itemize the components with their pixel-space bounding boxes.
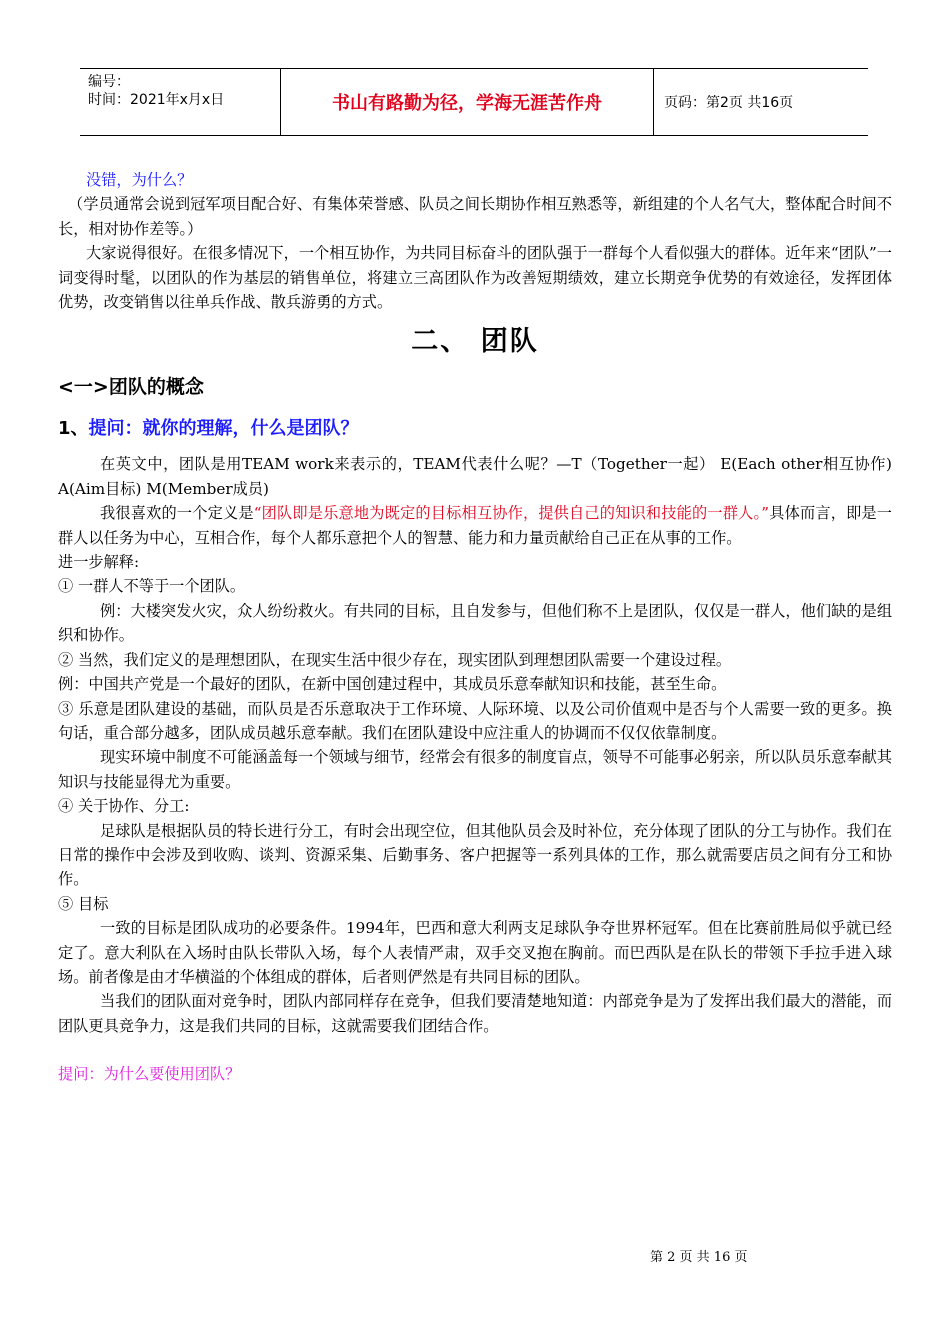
point-5: ⑤ 目标	[58, 894, 109, 913]
point-2: ② 当然，我们定义的是理想团队，在现实生活中很少存在，现实团队到理想团队需要一个建设过程。	[58, 650, 732, 669]
point-1: ① 一群人不等于一个团队。	[58, 577, 246, 596]
competition-paragraph: 当我们的团队面对竞争时，团队内部同样存在竞争，但我们要清楚地知道：内部竞争是为了发挥出我们最大的潜能，而团队更具竞争力，这是我们共同的目标，这就需要我们团结合作。	[58, 992, 892, 1035]
definition-suffix: 具体而言，即是一群人以任务为中心，互相合作，每个人都乐意把个人的智慧、能力和力量贡献给自己正在从事的工作。	[58, 504, 892, 547]
question-text: 提问：就你的理解，什么是团队？	[88, 418, 359, 440]
chapter-title: 二、 团队	[411, 326, 539, 358]
section-title: <一>团队的概念	[58, 376, 204, 399]
point-1-example: 例：大楼突发火灾，众人纷纷救火。有共同的目标，且自发参与，但他们称不上是团队，仅仅是一群人，他们缺的是组织和协作。	[58, 601, 892, 645]
page-header	[80, 68, 868, 136]
footer-page-number: 第 2 页 共 16 页	[650, 1250, 748, 1265]
intro-paragraph: 大家说得很好。在很多情况下，一个相互协作，为共同目标奋斗的团队强于一群每个人看似强大的群体。近年来“团队”一词变得时髦，以团队的作为基层的销售单位，将建立三高团队作为改善短期绩效，建立长期竞争优势的有效途径，发挥团体优势，改变销售以往单兵作战、散兵游勇的方式。	[58, 244, 892, 312]
definition-quote: “团队即是乐意地为既定的目标相互协作，提供自己的知识和技能的一群人。”	[253, 504, 770, 523]
question-number: 1、	[58, 418, 89, 440]
definition-paragraph	[58, 501, 892, 550]
further-explanation-label: 进一步解释:	[58, 553, 140, 572]
document-body	[58, 168, 892, 1087]
point-3-example: 现实环境中制度不可能涵盖每一个领域与细节，经常会有很多的制度盲点，领导不可能事必躬亲，所以队员乐意奉献其知识与技能显得尤为重要。	[58, 748, 892, 791]
definition-prefix: 我很喜欢的一个定义是	[100, 504, 254, 523]
intro-note: （学员通常会说到冠军项目配合好、有集体荣誉感、队员之间长期协作相互熟悉等，新组建的个人名气大，整体配合时间不长，相对协作差等。）	[58, 195, 892, 238]
header-date-label: 时间：2021年x月x日	[88, 92, 225, 108]
point-2-example: 例：中国共产党是一个最好的团队，在新中国创建过程中，其成员乐意奉献知识和技能，甚至生命。	[58, 675, 727, 694]
point-5-example: 一致的目标是团队成功的必要条件。1994年，巴西和意大利两支足球队争夺世界杯冠军。但在比赛前胜局似乎就已经定了。意大利队在入场时由队长带队入场，每个人表情严肃，双手交叉抱在胸前。而巴西队是在队长的带领下手拉手进入球场。前者像是由才华横溢的个体组成的群体，后者则俨然是有共同目标的团队。	[58, 919, 892, 986]
point-4: ④ 关于协作、分工:	[58, 797, 190, 816]
header-motto: 书山有路勤为径，学海无涯苦作舟	[281, 69, 654, 135]
question-heading-2: 提问：为什么要使用团队？	[58, 1065, 241, 1084]
header-meta	[80, 69, 281, 135]
header-number-label: 编号：	[88, 74, 130, 90]
point-3: ③ 乐意是团队建设的基础，而队员是否乐意取决于工作环境、人际环境、以及公司价值观中是否与个人需要一致的更多。换句话，重合部分越多，团队成员越乐意奉献。我们在团队建设中应注重人的协调而不仅仅依靠制度。	[58, 699, 892, 742]
question-heading-1	[58, 414, 892, 444]
header-page-info: 页码：第2页 共16页	[664, 95, 794, 111]
intro-question: 没错，为什么？	[86, 171, 193, 189]
team-acronym-paragraph: 在英文中，团队是用TEAM work来表示的，TEAM代表什么呢？—T（Together一起） E(Each other相互协作) A(Aim目标) M(Member成员)	[58, 455, 892, 498]
point-4-example: 足球队是根据队员的特长进行分工，有时会出现空位，但其他队员会及时补位，充分体现了团队的分工与协作。我们在日常的操作中会涉及到收购、谈判、资源采集、后勤事务、客户把握等一系列具体的工作，那么就需要店员之间有分工和协作。	[58, 821, 892, 889]
